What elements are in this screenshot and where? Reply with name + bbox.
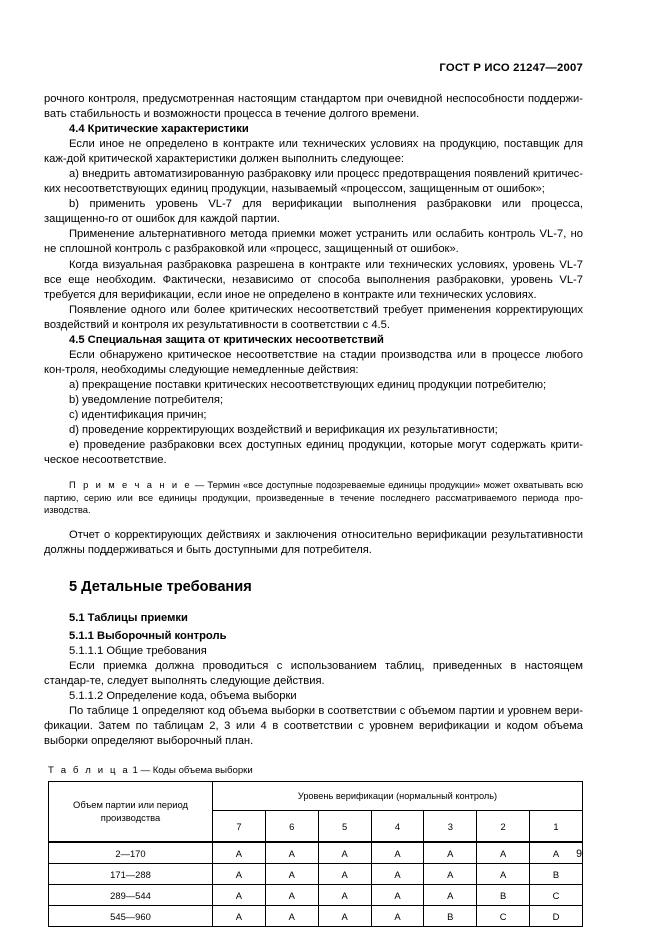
list-item-4-5-e: e) проведение разбраковки всех доступных единиц продукции, которые могут содержать крити-ческое несоответствие. [44,439,583,467]
table-cell-code: A [265,906,318,927]
table-cell-code: A [213,842,266,864]
list-item-4-5-c: c) идентификация причин; [69,408,207,421]
table-body [49,842,583,927]
table-cell-code: A [213,885,266,906]
table-cell-code: A [477,864,530,885]
table-cell-lot-range: 171—288 [49,864,213,885]
spacer-after-section-5 [44,595,583,611]
table-cell-code: A [424,864,477,885]
table-cell-code: A [318,906,371,927]
list-item-4-4-a: a) внедрить автоматизированную разбраковку или процесс предотвращения появлений критичес-ких несоответствующих единиц продукции, называемый «процессом, защищенным от ошибок»; [44,168,583,196]
heading-4-4: 4.4 Критические характеристики [69,123,249,136]
table-cell-code: A [371,842,424,864]
paragraph-4-5-intro: Если обнаружено критическое несоответствие на стадии производства или в процессе любого кон-троля, необходимы следующие немедленные действия: [44,348,583,376]
note-text: — Термин «все доступные подозреваемые единицы продукции» может охватывать всю партию, серию или все единицы продукции, произведенные в течение последнего рассматриваемого периода про-изводства. [44,479,584,516]
table-header-level-4: 4 [371,811,424,843]
table-cell-code: C [530,885,583,906]
list-item-4-4-b: b) применить уровень VL-7 для верификации выполнения разбраковки или процесса, защищенно-го от ошибок для каждой партии. [44,198,583,226]
table-caption-text: 1 — Коды объема выборки [129,765,253,777]
heading-5-1-1-1: 5.1.1.1 Общие требования [69,645,207,658]
paragraph-report-availability: Отчет о корректирующих действиях и заключения относительно верификации результативности должны поддерживаться и быть доступными для потребителя. [44,528,583,556]
table-cell-code: D [530,906,583,927]
table-cell-code: A [318,864,371,885]
sample-size-codes-table [48,781,583,927]
table-cell-lot-range: 545—960 [49,906,213,927]
paragraph-visual-sorting: Когда визуальная разбраковка разрешена в контракте или технических условиях, уровень VL-7 все еще необходим. Фактически, независимо от способа выполнения разбраковки, уровень VL-7 требуется для верификации, если иное не определено в контракте или технических условиях. [44,258,583,301]
paragraph-continued: рочного контроля, предусмотренная настоящим стандартом при очевидной неспособности поддержи-вать стабильность и возможности процесса в течение долгого времени. [44,93,583,121]
spacer-after-note [44,517,583,528]
table-header-row-group [49,782,583,811]
table-cell-code: A [265,885,318,906]
table-cell-code: B [477,885,530,906]
spacer-before-section-5 [44,558,583,579]
table-cell-code: A [530,842,583,864]
list-item-4-5-b: b) уведомление потребителя; [69,393,224,406]
table-cell-code: A [318,842,371,864]
table-cell-lot-range: 289—544 [49,885,213,906]
heading-5-1: 5.1 Таблицы приемки [69,612,188,625]
table-cell-lot-range: 2—170 [49,842,213,864]
table-cell-code: B [424,906,477,927]
table-row [49,842,583,864]
table-header-level-5: 5 [318,811,371,843]
paragraph-alternative-method: Применение альтернативного метода приемки может устранить или ослабить контроль VL-7, но не сплошной контроль с разбраковкой или «процесс, защищенный от ошибок». [44,228,583,256]
list-item-4-5-d: d) проведение корректирующих воздействий и верификация их результативности; [69,424,498,437]
table-caption-label: Т а б л и ц а [48,765,130,777]
table-header-verification-level: Уровень верификации (нормальный контроль) [213,782,583,811]
table-header-level-6: 6 [265,811,318,843]
table-header-level-3: 3 [424,811,477,843]
paragraph-appearance-nonconformities: Появление одного или более критических несоответствий требует применения корректирующих воздействий и контроля их результативности в соответствии с 4.5. [44,303,583,331]
spacer-before-table [44,749,583,765]
paragraph-5-1-1-1: Если приемка должна проводиться с использованием таблиц, приведенных в настоящем стандар-те, следует выполнять следующие действия. [44,660,583,688]
page-number: 9 [576,848,582,860]
table-header-level-7: 7 [213,811,266,843]
table-cell-code: A [265,864,318,885]
table-caption [48,765,583,777]
spacer-before-note [44,468,583,479]
table-header-level-1: 1 [530,811,583,843]
table-cell-code: C [477,906,530,927]
table-row [49,864,583,885]
paragraph-5-1-1-2: По таблице 1 определяют код объема выборки в соответствии с объемом партии и уровнем вери-фикации. Затем по таблицам 2, 3 или 4 в соответствии с уровнем верификации и кодом объема выборки определяют выборочный план. [44,705,583,748]
table-row [49,906,583,927]
paragraph-4-4-intro: Если иное не определено в контракте или технических условиях на продукцию, поставщик для каж-дой критической характеристики должен выполнить следующее: [44,138,583,166]
table-cell-code: A [371,864,424,885]
table-header-lot-size: Объем партии или период производства [49,782,213,843]
table-cell-code: B [530,864,583,885]
heading-5-1-1: 5.1.1 Выборочный контроль [69,630,227,643]
page-header-standard-title: ГОСТ Р ИСО 21247—2007 [439,62,583,74]
table-cell-code: A [477,842,530,864]
table-cell-code: A [213,906,266,927]
heading-section-5: 5 Детальные требования [69,579,252,596]
table-cell-code: A [213,864,266,885]
table-cell-code: A [424,885,477,906]
table-cell-code: A [265,842,318,864]
table-header-level-2: 2 [477,811,530,843]
page-content [44,92,583,927]
heading-5-1-1-2: 5.1.1.2 Определение кода, объема выборки [69,690,297,703]
table-head [49,782,583,843]
list-item-4-5-a: a) прекращение поставки критических несоответствующих единиц продукции потребителю; [69,378,547,391]
table-row [49,885,583,906]
note-label: П р и м е ч а н и е [69,479,192,491]
table-cell-code: A [371,906,424,927]
table-cell-code: A [371,885,424,906]
heading-4-5: 4.5 Специальная защита от критических несоответствий [69,333,384,346]
table-cell-code: A [424,842,477,864]
table-cell-code: A [318,885,371,906]
note-block [44,479,583,517]
